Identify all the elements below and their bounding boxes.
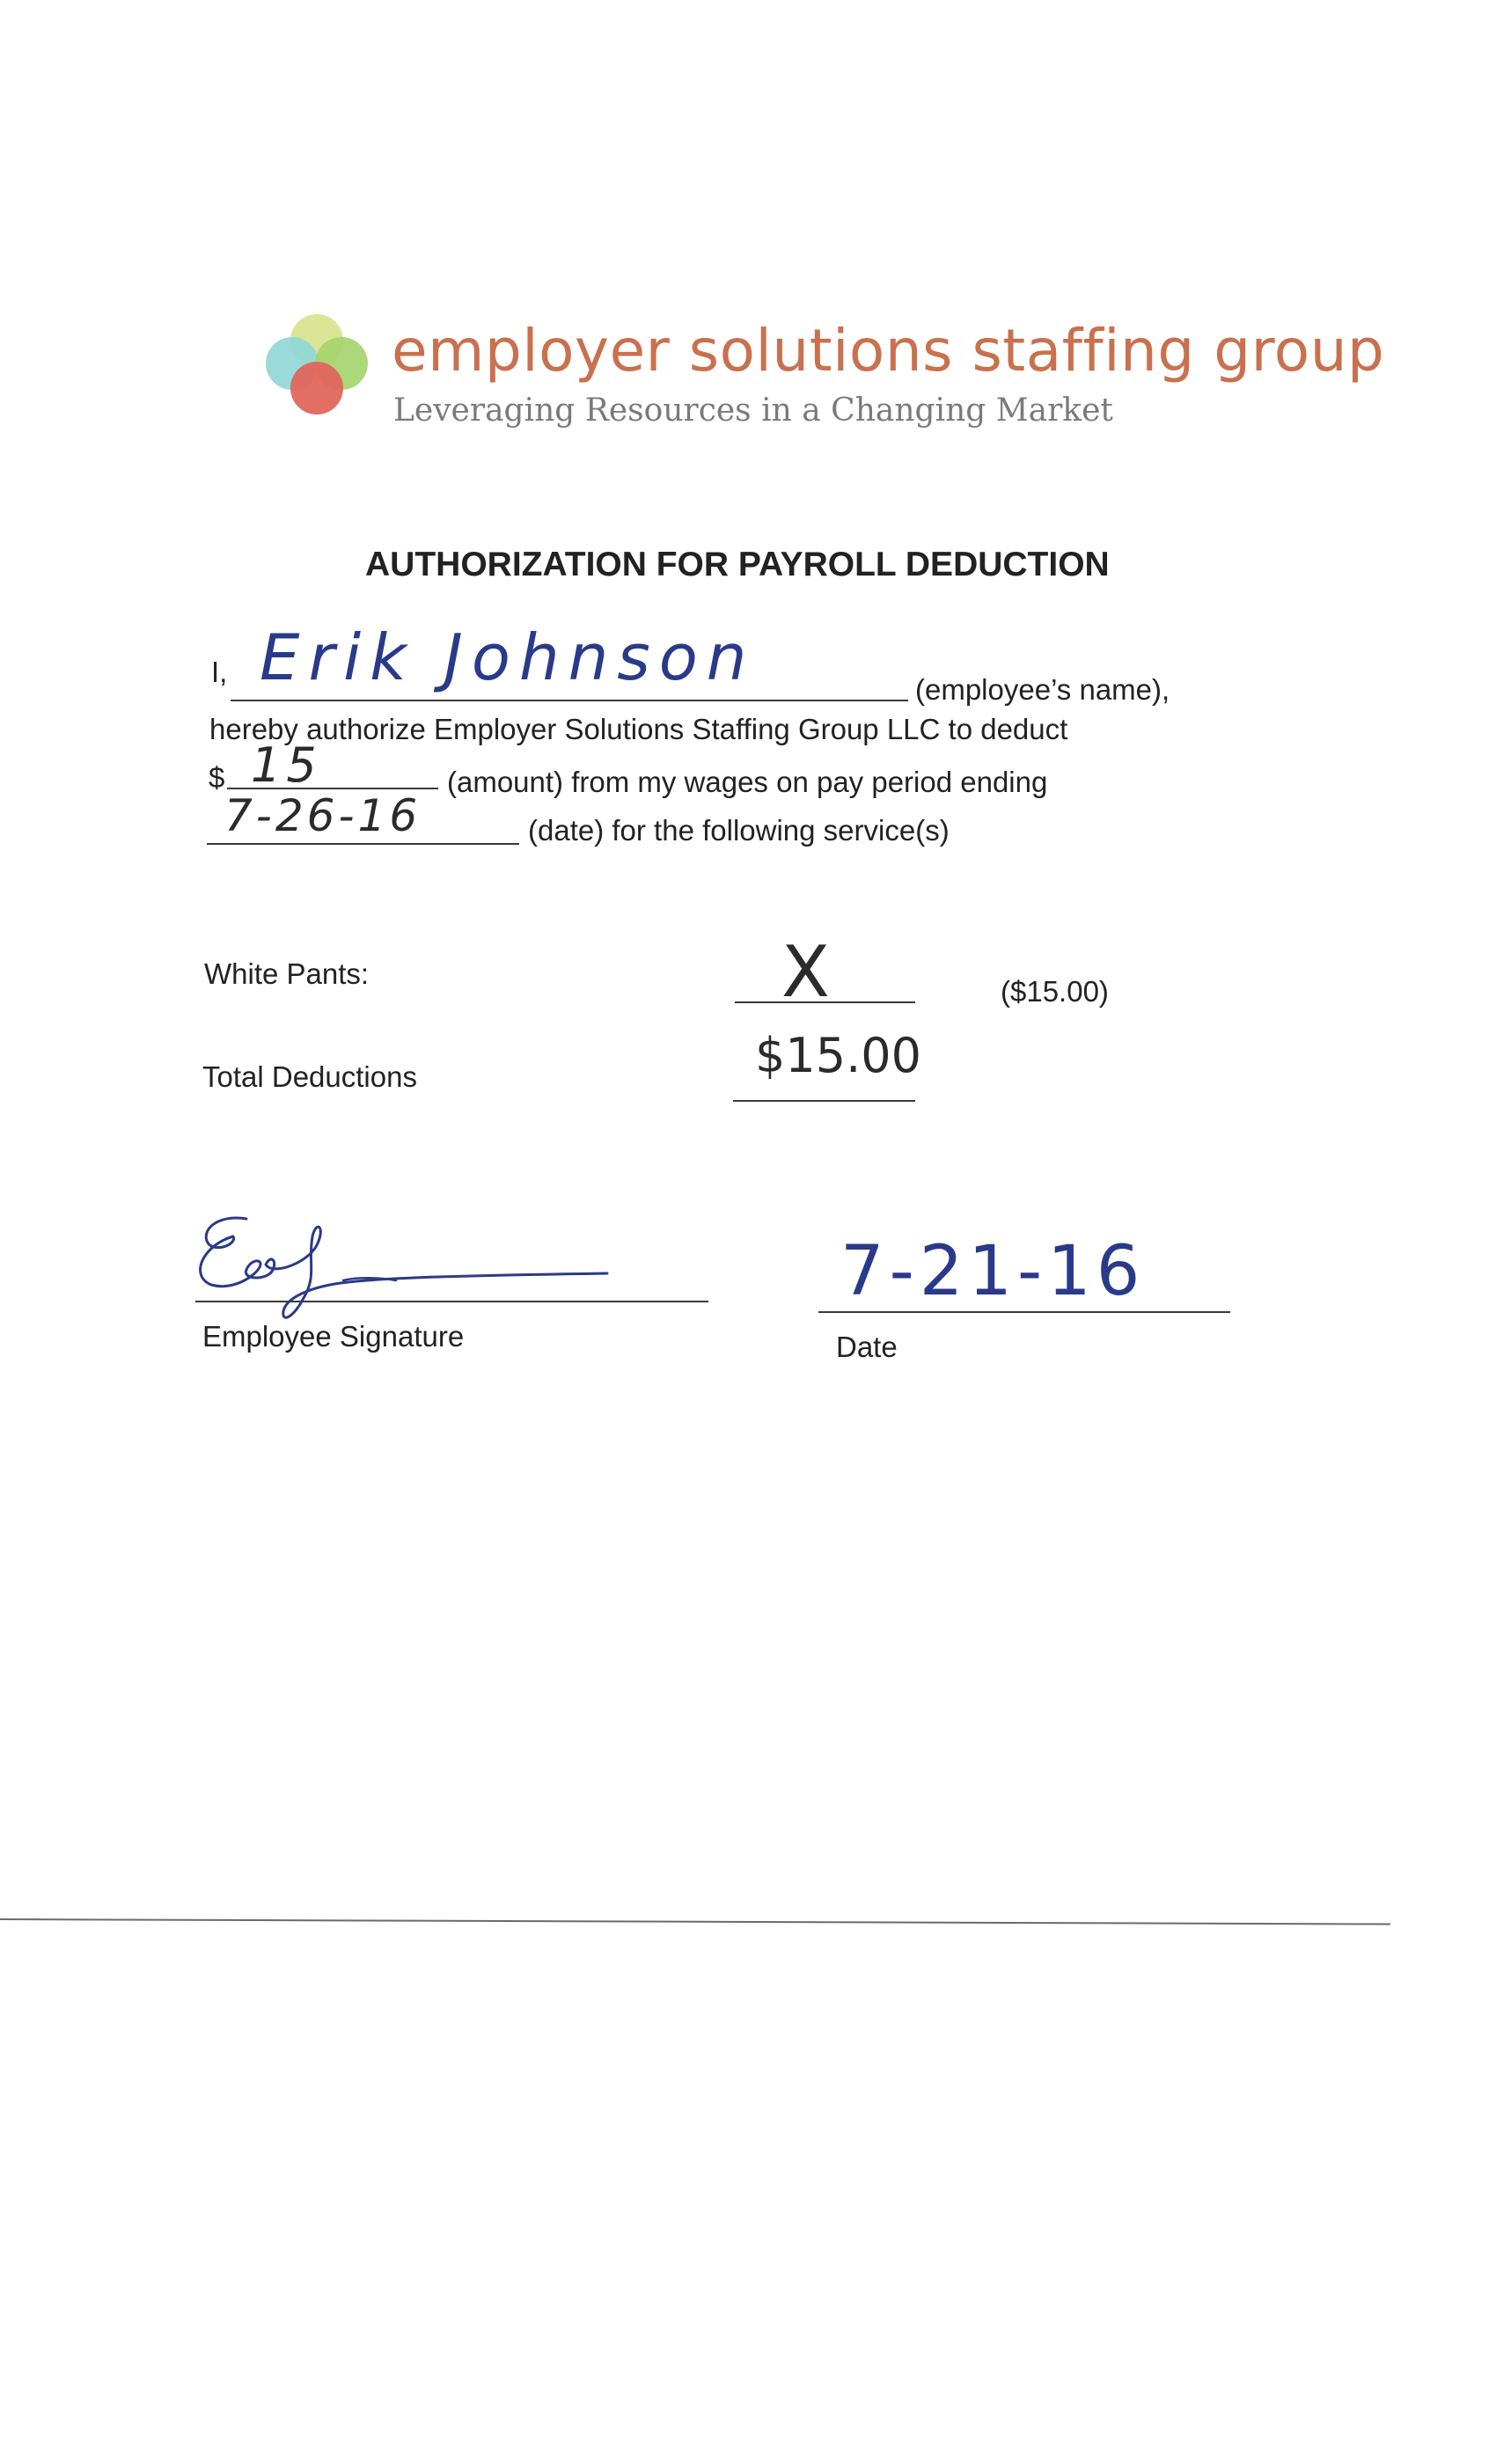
total-label: Total Deductions [202, 1060, 417, 1093]
logo-brand-name: employer solutions staffing group [392, 317, 1385, 385]
company-logo [255, 304, 378, 427]
period-date-field[interactable]: 7-26-16 [224, 790, 422, 841]
signed-date-field[interactable]: 7-21-16 [840, 1232, 1146, 1311]
employee-name-field[interactable]: Erik Johnson [260, 620, 756, 694]
logo-flower-icon [255, 304, 378, 427]
period-date-line [207, 843, 519, 845]
logo-tagline: Leveraging Resources in a Changing Market [393, 392, 1113, 429]
date-label: Date [836, 1331, 898, 1363]
form-title: AUTHORIZATION FOR PAYROLL DEDUCTION [365, 546, 1110, 583]
amount-suffix: (amount) from my wages on pay period ending [447, 766, 1048, 798]
signature-label: Employee Signature [202, 1320, 465, 1353]
line1-prefix: I, [211, 656, 228, 688]
period-suffix: (date) for the following service(s) [528, 814, 950, 847]
item-label: White Pants: [204, 957, 370, 990]
line1-suffix: (employee’s name), [915, 673, 1170, 706]
currency-prefix: $ [209, 761, 225, 794]
employee-name-line [231, 700, 908, 701]
item-price: ($15.00) [1001, 975, 1109, 1008]
amount-field[interactable]: 15 [251, 737, 322, 793]
authorization-text: hereby authorize Employer Solutions Staffing Group LLC to deduct [209, 713, 1068, 745]
total-value-field[interactable]: $15.00 [755, 1028, 921, 1083]
total-line [733, 1100, 915, 1102]
item-check-mark[interactable]: X [781, 931, 830, 1013]
date-line [818, 1311, 1230, 1313]
page-divider [0, 1918, 1390, 1925]
